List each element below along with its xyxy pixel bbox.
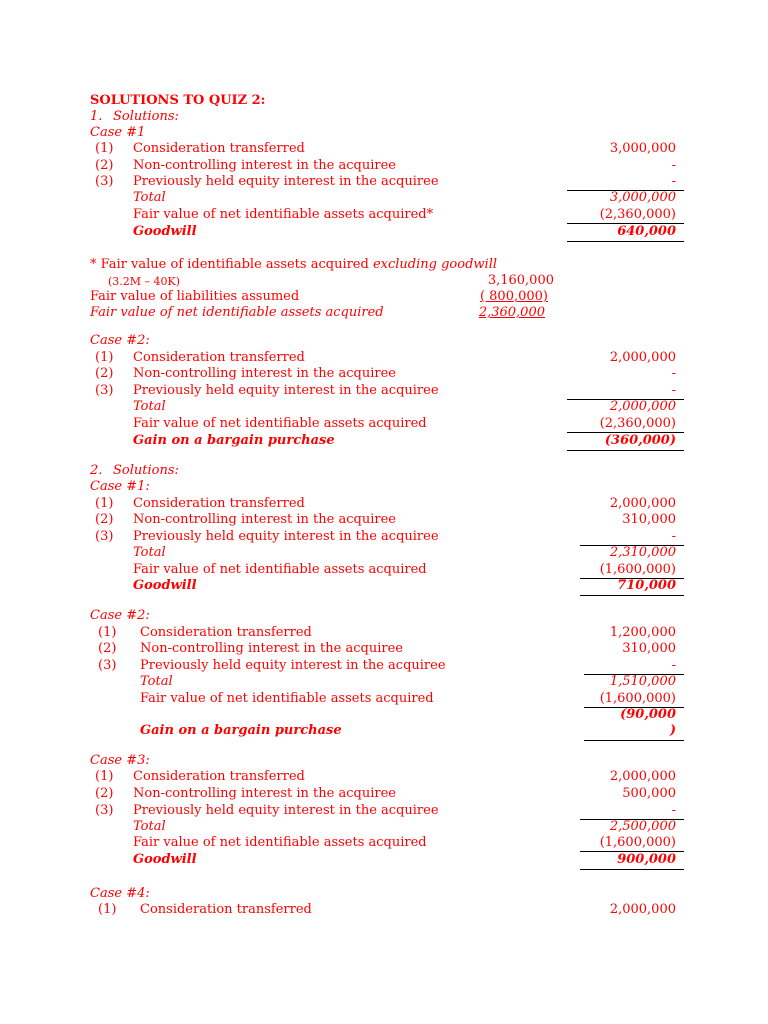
fvna-value: (1,600,000) — [599, 691, 676, 706]
goodwill-label: Goodwill — [133, 852, 197, 867]
total-value: 2,310,000 — [609, 545, 676, 560]
row-label: Consideration transferred — [133, 496, 305, 511]
row-label: Previously held equity interest in the acquiree — [133, 174, 439, 189]
note-text: * Fair value of identifiable assets acquired — [90, 257, 373, 272]
goodwill-label: Goodwill — [133, 578, 197, 593]
fvna-value: (2,360,000) — [599, 207, 676, 222]
section-1-number: 1. — [90, 109, 103, 124]
row-label: Non-controlling interest in the acquiree — [133, 366, 396, 381]
row-value: 2,000,000 — [609, 350, 676, 365]
row-label: Previously held equity interest in the acquiree — [133, 383, 439, 398]
row-number: (3) — [95, 174, 114, 189]
row-number: (1) — [95, 496, 114, 511]
s2-case4-title: Case #4: — [90, 886, 150, 901]
section-1-heading: Solutions: — [113, 109, 179, 124]
page-title: SOLUTIONS TO QUIZ 2: — [90, 93, 266, 108]
note-emphasis: excluding goodwill — [372, 257, 498, 272]
goodwill-value: 710,000 — [617, 578, 676, 593]
row-number: (3) — [95, 529, 114, 544]
row-label: Previously held equity interest in the acquiree — [133, 529, 439, 544]
row-number: (3) — [95, 383, 114, 398]
fvna-label: Fair value of net identifiable assets acquired — [140, 691, 434, 706]
row-value: 500,000 — [622, 786, 676, 801]
row-number: (1) — [98, 902, 117, 917]
row-value: 2,000,000 — [609, 496, 676, 511]
goodwill-value: 640,000 — [617, 224, 676, 239]
row-label: Consideration transferred — [140, 625, 312, 640]
total-label: Total — [133, 190, 166, 205]
fvna-label: Fair value of net identifiable assets acquired — [133, 416, 427, 431]
goodwill-label: Goodwill — [133, 224, 197, 239]
gain-value-close: ) — [669, 723, 676, 738]
row-number: (2) — [95, 158, 114, 173]
row-label: Consideration transferred — [140, 902, 312, 917]
liabilities-value: ( 800,000) — [479, 289, 548, 304]
row-number: (2) — [95, 512, 114, 527]
row-label: Consideration transferred — [133, 769, 305, 784]
row-number: (1) — [98, 625, 117, 640]
s1-case1-title: Case #1 — [90, 125, 146, 140]
net-assets-value: 2,360,000 — [478, 305, 545, 320]
row-label: Previously held equity interest in the acquiree — [140, 658, 446, 673]
row-value: 2,000,000 — [609, 769, 676, 784]
row-label: Non-controlling interest in the acquiree — [133, 158, 396, 173]
row-value: 1,200,000 — [609, 625, 676, 640]
row-label: Consideration transferred — [133, 141, 305, 156]
total-value: 1,510,000 — [609, 674, 676, 689]
row-value: - — [671, 383, 676, 398]
row-value: - — [671, 803, 676, 818]
net-assets-label: Fair value of net identifiable assets acquired — [90, 305, 384, 320]
fvna-value: (1,600,000) — [599, 562, 676, 577]
row-value: 2,000,000 — [609, 902, 676, 917]
note-calc-value: 3,160,000 — [487, 273, 554, 288]
row-label: Non-controlling interest in the acquiree — [133, 512, 396, 527]
goodwill-value: 900,000 — [617, 852, 676, 867]
double-rule — [567, 241, 684, 242]
double-rule — [580, 869, 684, 870]
row-number: (2) — [98, 641, 117, 656]
row-value: 3,000,000 — [609, 141, 676, 156]
total-value: 3,000,000 — [609, 190, 676, 205]
total-value: 2,000,000 — [609, 399, 676, 414]
gain-label: Gain on a bargain purchase — [133, 433, 335, 448]
s2-case1-title: Case #1: — [90, 479, 150, 494]
row-value: - — [671, 158, 676, 173]
fvna-value: (1,600,000) — [599, 835, 676, 850]
row-value: - — [671, 529, 676, 544]
total-label: Total — [133, 819, 166, 834]
row-value: - — [671, 658, 676, 673]
total-label: Total — [133, 399, 166, 414]
fvna-value: (2,360,000) — [599, 416, 676, 431]
row-value: - — [671, 366, 676, 381]
row-number: (1) — [95, 350, 114, 365]
note-calc: (3.2M – 40K) — [108, 275, 181, 288]
row-value: 310,000 — [622, 641, 676, 656]
row-number: (2) — [95, 366, 114, 381]
row-number: (3) — [95, 803, 114, 818]
row-value: 310,000 — [622, 512, 676, 527]
total-label: Total — [140, 674, 173, 689]
row-value: - — [671, 174, 676, 189]
row-number: (3) — [98, 658, 117, 673]
double-rule — [567, 450, 684, 451]
fvna-label: Fair value of net identifiable assets acquired* — [133, 207, 434, 222]
row-label: Consideration transferred — [133, 350, 305, 365]
note-line — [90, 257, 497, 273]
fvna-label: Fair value of net identifiable assets acquired — [133, 835, 427, 850]
section-2-number: 2. — [90, 463, 103, 478]
liabilities-label: Fair value of liabilities assumed — [90, 289, 300, 304]
s2-case3-title: Case #3: — [90, 753, 150, 768]
row-number: (1) — [95, 141, 114, 156]
gain-value: (360,000) — [604, 433, 676, 448]
gain-value: (90,000 — [620, 707, 676, 722]
fvna-label: Fair value of net identifiable assets acquired — [133, 562, 427, 577]
double-rule — [584, 740, 684, 741]
total-label: Total — [133, 545, 166, 560]
section-2-heading: Solutions: — [113, 463, 179, 478]
gain-label: Gain on a bargain purchase — [140, 723, 342, 738]
s1-case2-title: Case #2: — [90, 333, 150, 348]
row-number: (1) — [95, 769, 114, 784]
s2-case2-title: Case #2: — [90, 608, 150, 623]
double-rule — [580, 595, 684, 596]
total-value: 2,500,000 — [609, 819, 676, 834]
row-number: (2) — [95, 786, 114, 801]
row-label: Non-controlling interest in the acquiree — [133, 786, 396, 801]
row-label: Previously held equity interest in the acquiree — [133, 803, 439, 818]
row-label: Non-controlling interest in the acquiree — [140, 641, 403, 656]
